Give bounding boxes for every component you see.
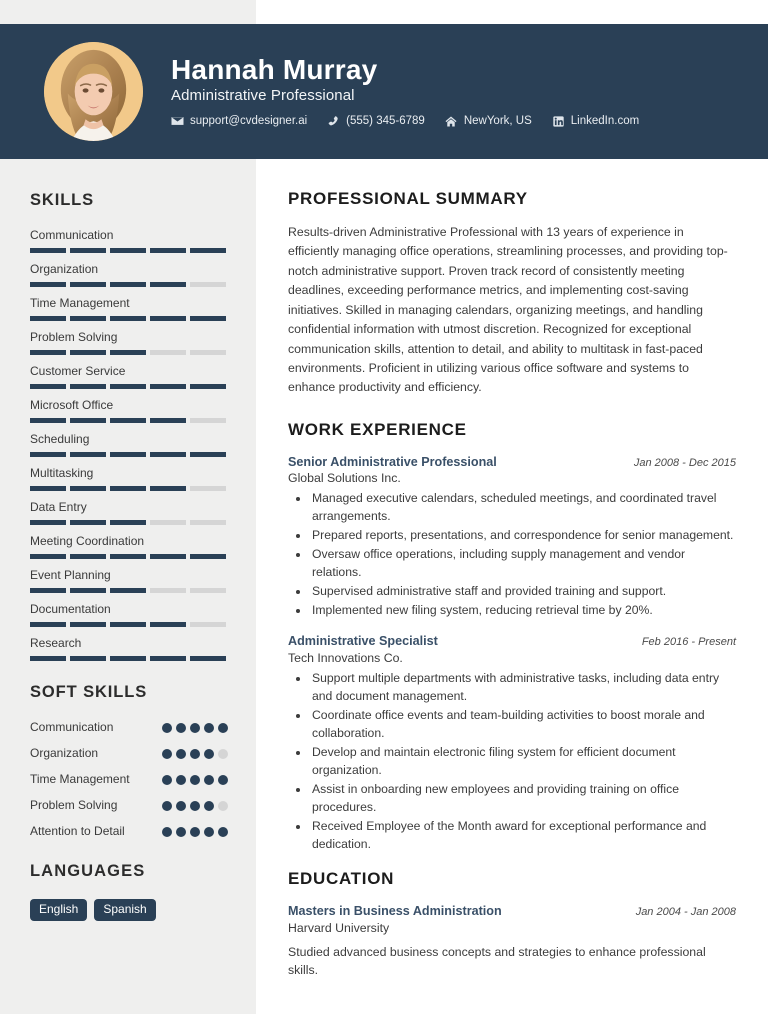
contact-location[interactable]	[445, 115, 532, 127]
skill-bar-segment	[150, 452, 186, 457]
skill-bar-segment	[30, 248, 66, 253]
contact-email[interactable]	[171, 115, 307, 127]
skill-row	[30, 432, 228, 457]
skill-level-bar	[30, 486, 226, 491]
experience-bullet: • Managed executive calendars, scheduled meetings, and coordinated travel arrangements.	[310, 489, 736, 525]
soft-skill-label: Communication	[30, 720, 114, 734]
rating-dot	[162, 749, 172, 759]
experience-section	[288, 420, 736, 854]
soft-skill-rating-dots	[162, 746, 228, 759]
page-title: Hannah Murray	[171, 53, 378, 85]
skill-bar-segment	[70, 350, 106, 355]
skill-bar-segment	[30, 384, 66, 389]
skill-bar-segment	[30, 656, 66, 661]
skill-bar-segment	[30, 316, 66, 321]
education-description: Studied advanced business concepts and strategies to enhance professional skills.	[288, 944, 706, 978]
skill-bar-segment	[190, 350, 226, 355]
skill-bar-segment	[70, 520, 106, 525]
skill-row	[30, 330, 228, 355]
skill-row	[30, 262, 228, 287]
soft-skill-rating-dots	[162, 798, 228, 811]
skill-label: Customer Service	[30, 364, 126, 378]
experience-bullet: • Develop and maintain electronic filing system for efficient document organization.	[310, 743, 736, 779]
avatar	[44, 42, 143, 141]
soft-skills-list	[30, 720, 228, 840]
main-column	[256, 159, 768, 994]
skill-bar-segment	[110, 452, 146, 457]
skill-level-bar	[30, 588, 226, 593]
skill-bar-segment	[30, 588, 66, 593]
experience-organization: Tech Innovations Co.	[288, 650, 403, 665]
rating-dot	[162, 775, 172, 785]
soft-skill-row	[30, 720, 228, 736]
experience-heading: WORK EXPERIENCE	[288, 419, 467, 439]
soft-skills-heading: SOFT SKILLS	[30, 683, 148, 701]
rating-dot	[162, 801, 172, 811]
skill-bar-segment	[110, 520, 146, 525]
header-text	[171, 54, 639, 129]
resume-header	[0, 24, 768, 159]
soft-skill-row	[30, 798, 228, 814]
skill-bar-segment	[150, 554, 186, 559]
experience-item	[288, 633, 736, 853]
rating-dot	[204, 749, 214, 759]
skill-row	[30, 636, 228, 661]
soft-skill-rating-dots	[162, 720, 228, 733]
skill-bar-segment	[30, 622, 66, 627]
soft-skill-row	[30, 772, 228, 788]
phone-icon	[327, 115, 340, 127]
language-tag-list	[30, 899, 228, 921]
rating-dot	[190, 827, 200, 837]
skill-bar-segment	[150, 384, 186, 389]
soft-skill-rating-dots	[162, 824, 228, 837]
experience-list	[288, 454, 736, 854]
skills-heading: SKILLS	[30, 191, 95, 209]
skill-bar-segment	[150, 316, 186, 321]
skill-bar-segment	[190, 622, 226, 627]
experience-bullet: • Support multiple departments with administrative tasks, including data entry and document management.	[310, 669, 736, 705]
skill-bar-segment	[70, 622, 106, 627]
skill-level-bar	[30, 316, 226, 321]
skills-section	[30, 191, 228, 661]
skill-bar-segment	[110, 622, 146, 627]
skill-bar-segment	[150, 588, 186, 593]
skill-level-bar	[30, 282, 226, 287]
skill-label: Data Entry	[30, 500, 87, 514]
skill-bar-segment	[110, 656, 146, 661]
skill-bar-segment	[30, 282, 66, 287]
skill-bar-segment	[190, 418, 226, 423]
rating-dot	[218, 801, 228, 811]
experience-header	[288, 454, 736, 470]
skill-level-bar	[30, 622, 226, 627]
skill-level-bar	[30, 554, 226, 559]
contact-linkedin-label: LinkedIn.com	[570, 115, 640, 128]
rating-dot	[176, 723, 186, 733]
skill-bar-segment	[30, 350, 66, 355]
skill-bar-segment	[110, 418, 146, 423]
skill-bar-segment	[150, 656, 186, 661]
experience-organization: Global Solutions Inc.	[288, 471, 401, 486]
skill-row	[30, 228, 228, 253]
skill-bar-segment	[190, 656, 226, 661]
rating-dot	[218, 775, 228, 785]
skill-bar-segment	[110, 282, 146, 287]
education-list	[288, 903, 736, 979]
contact-location-label: NewYork, US	[463, 115, 532, 128]
experience-bullet: • Oversaw office operations, including supply management and vendor relations.	[310, 545, 736, 581]
skill-level-bar	[30, 656, 226, 661]
summary-section	[288, 189, 736, 398]
skill-label: Event Planning	[30, 568, 111, 582]
soft-skill-row	[30, 746, 228, 762]
skill-bar-segment	[30, 418, 66, 423]
skill-row	[30, 296, 228, 321]
rating-dot	[204, 775, 214, 785]
rating-dot	[176, 749, 186, 759]
soft-skills-section	[30, 683, 228, 840]
skill-level-bar	[30, 520, 226, 525]
rating-dot	[162, 723, 172, 733]
skill-bar-segment	[70, 554, 106, 559]
skill-level-bar	[30, 248, 226, 253]
languages-section	[30, 862, 228, 921]
languages-heading: LANGUAGES	[30, 861, 146, 880]
soft-skill-label: Organization	[30, 745, 99, 760]
skill-row	[30, 466, 228, 491]
education-heading: EDUCATION	[288, 869, 395, 889]
skills-list	[30, 228, 228, 661]
skill-label: Communication	[30, 228, 114, 242]
skill-bar-segment	[30, 554, 66, 559]
skill-bar-segment	[70, 384, 106, 389]
experience-title: Senior Administrative Professional	[288, 454, 497, 469]
rating-dot	[218, 827, 228, 837]
contact-list	[171, 115, 639, 127]
education-section	[288, 869, 736, 979]
skill-row	[30, 602, 228, 627]
rating-dot	[218, 749, 228, 759]
skill-bar-segment	[190, 452, 226, 457]
language-tag: English	[30, 899, 87, 921]
soft-skill-row	[30, 824, 228, 840]
experience-bullet: • Implemented new filing system, reducing retrieval time by 20%.	[310, 601, 736, 619]
skill-bar-segment	[70, 316, 106, 321]
skill-bar-segment	[150, 282, 186, 287]
soft-skill-label: Attention to Detail	[30, 823, 125, 838]
skill-bar-segment	[190, 316, 226, 321]
contact-phone-label: (555) 345-6789	[346, 115, 425, 128]
skill-bar-segment	[190, 486, 226, 491]
education-school: Harvard University	[288, 920, 390, 935]
skill-bar-segment	[190, 384, 226, 389]
skill-level-bar	[30, 452, 226, 457]
skill-row	[30, 500, 228, 525]
rating-dot	[162, 827, 172, 837]
skill-label: Scheduling	[30, 432, 90, 446]
experience-item	[288, 454, 736, 620]
skill-label: Organization	[30, 262, 99, 276]
skill-bar-segment	[70, 248, 106, 253]
skill-bar-segment	[70, 656, 106, 661]
skill-bar-segment	[110, 248, 146, 253]
skill-bar-segment	[70, 418, 106, 423]
rating-dot	[204, 723, 214, 733]
education-header	[288, 903, 736, 919]
skill-bar-segment	[70, 486, 106, 491]
home-icon	[445, 115, 458, 127]
experience-date: Jan 2008 - Dec 2015	[633, 456, 736, 469]
rating-dot	[190, 801, 200, 811]
skill-label: Meeting Coordination	[30, 534, 145, 548]
skill-bar-segment	[110, 384, 146, 389]
soft-skill-label: Time Management	[30, 771, 130, 786]
rating-dot	[204, 827, 214, 837]
skill-bar-segment	[150, 350, 186, 355]
job-role-subtitle: Administrative Professional	[171, 87, 355, 105]
rating-dot	[176, 775, 186, 785]
skill-bar-segment	[110, 588, 146, 593]
education-item	[288, 903, 736, 979]
skill-bar-segment	[190, 554, 226, 559]
skill-bar-segment	[110, 486, 146, 491]
experience-date: Feb 2016 - Present	[641, 636, 736, 649]
skill-row	[30, 568, 228, 593]
skill-bar-segment	[150, 418, 186, 423]
rating-dot	[218, 723, 228, 733]
rating-dot	[190, 723, 200, 733]
soft-skill-rating-dots	[162, 772, 228, 785]
skill-label: Research	[30, 636, 82, 650]
rating-dot	[176, 827, 186, 837]
skill-row	[30, 534, 228, 559]
skill-bar-segment	[30, 520, 66, 525]
skill-bar-segment	[30, 452, 66, 457]
rating-dot	[176, 801, 186, 811]
skill-bar-segment	[110, 350, 146, 355]
experience-header	[288, 633, 736, 649]
skill-bar-segment	[150, 520, 186, 525]
skill-bar-segment	[110, 554, 146, 559]
skill-row	[30, 398, 228, 423]
skill-bar-segment	[70, 588, 106, 593]
experience-title: Administrative Specialist	[288, 634, 438, 649]
skill-bar-segment	[150, 248, 186, 253]
summary-heading: PROFESSIONAL SUMMARY	[288, 189, 528, 208]
skill-level-bar	[30, 418, 226, 423]
language-tag: Spanish	[94, 899, 155, 921]
skill-bar-segment	[30, 486, 66, 491]
skill-label: Multitasking	[30, 466, 94, 480]
contact-phone[interactable]	[327, 115, 425, 127]
experience-bullet: • Coordinate office events and team-building activities to boost morale and collaboration.	[310, 706, 736, 742]
rating-dot	[190, 775, 200, 785]
experience-bullet: • Assist in onboarding new employees and providing training on office procedures.	[310, 780, 736, 816]
experience-bullet-list	[288, 669, 736, 853]
skill-bar-segment	[150, 486, 186, 491]
skill-bar-segment	[190, 282, 226, 287]
skill-label: Documentation	[30, 602, 111, 616]
envelope-icon	[171, 115, 184, 127]
experience-bullet: • Supervised administrative staff and provided training and support.	[310, 582, 736, 600]
skill-bar-segment	[190, 248, 226, 253]
education-degree: Masters in Business Administration	[288, 904, 502, 919]
skill-label: Microsoft Office	[30, 398, 114, 412]
education-date: Jan 2004 - Jan 2008	[635, 906, 736, 919]
rating-dot	[204, 801, 214, 811]
experience-bullet: • Received Employee of the Month award for exceptional performance and dedication.	[310, 817, 736, 853]
skill-bar-segment	[110, 316, 146, 321]
skill-label: Problem Solving	[30, 330, 118, 344]
contact-email-label: support@cvdesigner.ai	[190, 115, 308, 128]
skill-bar-segment	[70, 282, 106, 287]
skill-bar-segment	[70, 452, 106, 457]
experience-bullet: • Prepared reports, presentations, and correspondence for senior management.	[310, 526, 736, 544]
experience-bullet-list	[288, 489, 736, 619]
contact-linkedin[interactable]	[552, 115, 639, 127]
skill-label: Time Management	[30, 296, 130, 310]
soft-skill-label: Problem Solving	[30, 797, 118, 812]
skill-row	[30, 364, 228, 389]
skill-bar-segment	[150, 622, 186, 627]
summary-text: Results-driven Administrative Professional with 13 years of experience in efficiently managing office operations, streamlining processes, and providing top-notch administrative support. Proven track record of consistently meeting deadlines, exceeding performance metrics, and implementing cost-saving initiatives. Skilled in managing calendars, organizing meetings, and handling confidential information with utmost discretion. Recognized for exceptional communication skills, attention to detail, and ability to multitask in fast-paced environments. Proficient in utilizing various office software and systems to enhance productivity and efficiency.	[288, 225, 728, 395]
sidebar	[0, 159, 256, 943]
skill-level-bar	[30, 350, 226, 355]
skill-bar-segment	[190, 588, 226, 593]
skill-level-bar	[30, 384, 226, 389]
skill-bar-segment	[190, 520, 226, 525]
linkedin-icon	[552, 115, 565, 127]
rating-dot	[190, 749, 200, 759]
